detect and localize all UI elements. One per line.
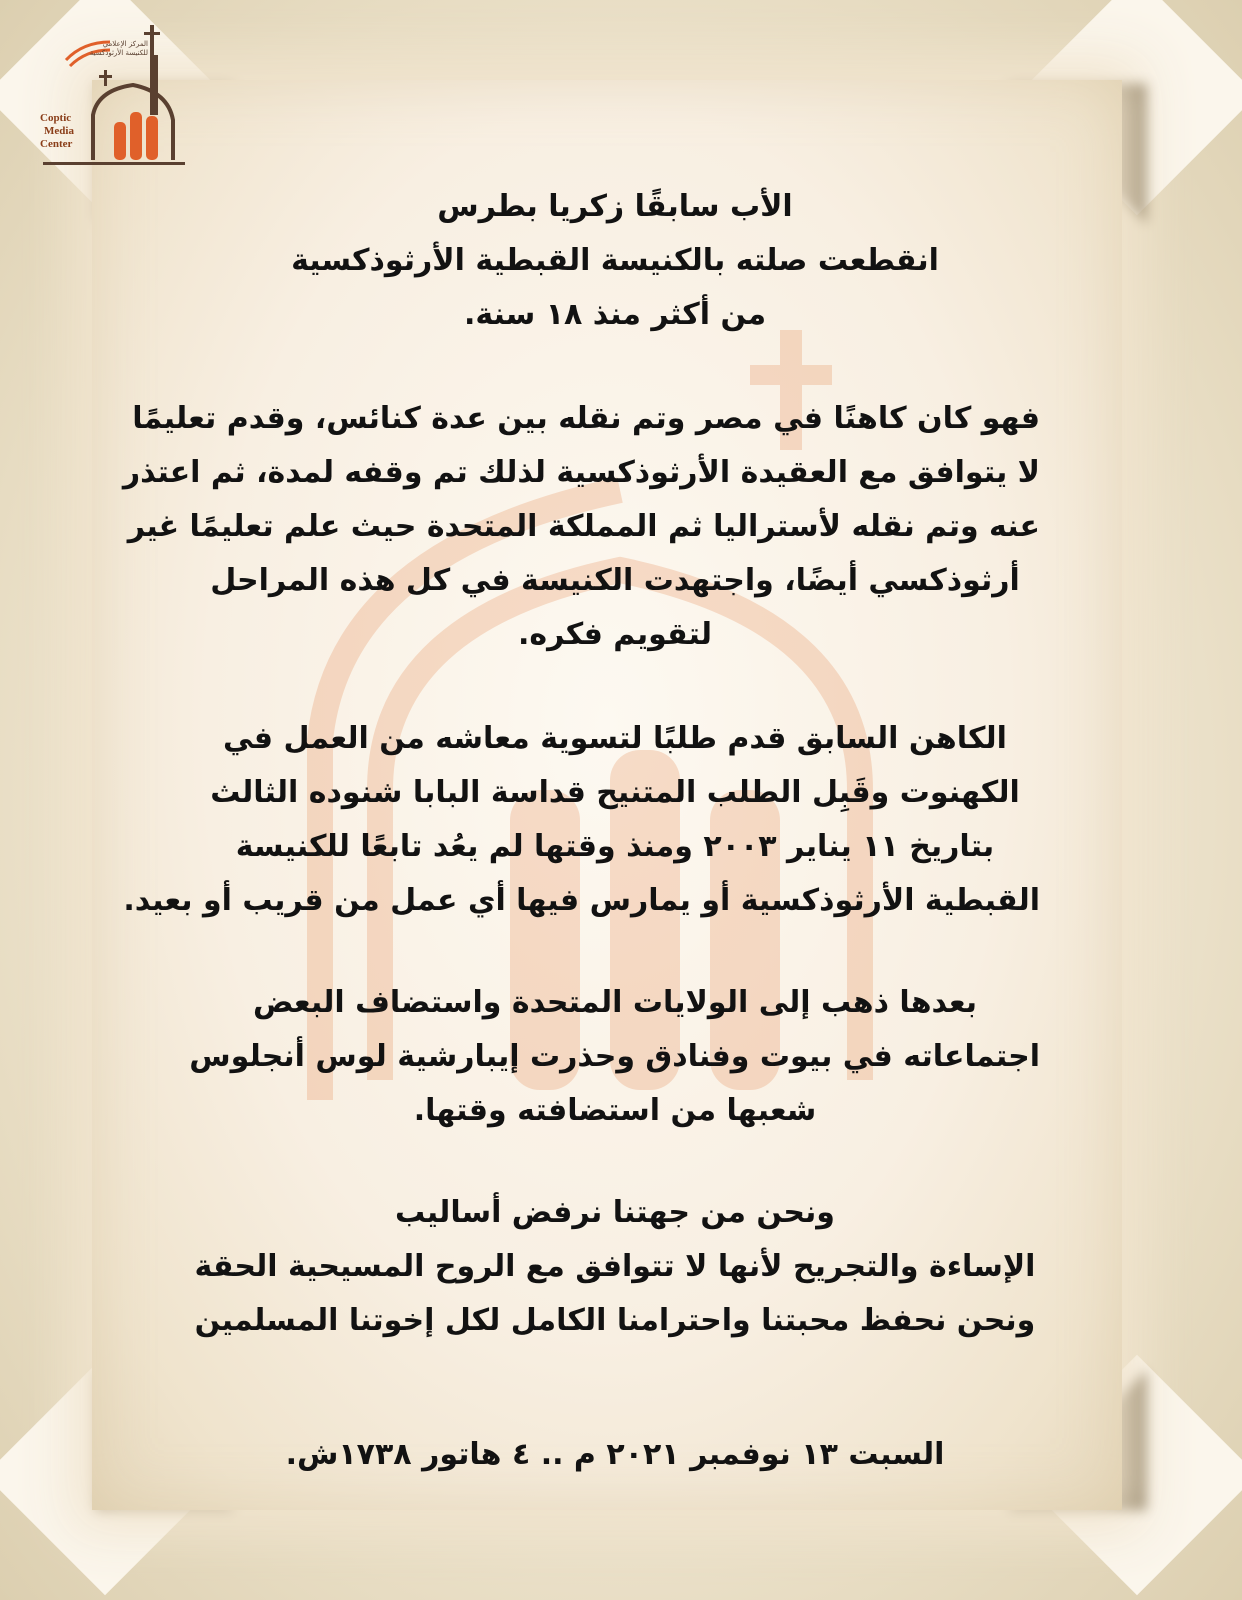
- paragraph-3-line-3: شعبها من استضافته وقتها.: [413, 1093, 817, 1128]
- logo-arabic-line-1: المركز الإعلامي: [102, 40, 148, 48]
- paragraph-1-line-3: عنه وتم نقله لأستراليا ثم المملكة المتحدة حيث علم تعليمًا غير: [127, 509, 1040, 544]
- paragraph-1: [122, 392, 1040, 662]
- heading-block: [190, 180, 1040, 342]
- paragraph-2-line-1: الكاهن السابق قدم طلبًا لتسوية معاشه من العمل في: [223, 721, 1007, 756]
- paragraph-4: [190, 1186, 1040, 1348]
- paragraph-3: [190, 976, 1040, 1138]
- paragraph-2-line-3: بتاريخ ١١ يناير ٢٠٠٣ ومنذ وقتها لم يعُد تابعًا للكنيسة: [235, 829, 995, 864]
- logo-arabic-text: [78, 40, 148, 58]
- logo-arabic-line-2: للكنيسة الأرثوذكسية: [89, 49, 148, 57]
- date-line: السبت ١٣ نوفمبر ٢٠٢١ م .. ٤ هاتور ١٧٣٨ش.: [285, 1437, 945, 1472]
- paragraph-3-line-2: اجتماعاته في بيوت وفنادق وحذرت إيبارشية لوس أنجلوس: [189, 1039, 1040, 1074]
- paragraph-4-line-3: ونحن نحفظ محبتنا واحترامنا الكامل لكل إخوتنا المسلمين: [194, 1303, 1036, 1338]
- paragraph-2-line-4: القبطية الأرثوذكسية أو يمارس فيها أي عمل من قريب أو بعيد.: [123, 883, 1040, 918]
- paragraph-3-line-1: بعدها ذهب إلى الولايات المتحدة واستضاف البعض: [252, 985, 978, 1020]
- logo-word-coptic: Coptic: [40, 112, 72, 124]
- logo-word-center: Center: [40, 138, 73, 150]
- logo-latin-text: [40, 112, 74, 151]
- paragraph-2: [123, 712, 1040, 928]
- heading-line-3: من أكثر منذ ١٨ سنة.: [463, 297, 767, 332]
- statement-body: [122, 180, 1040, 1482]
- paragraph-1-line-5: لتقويم فكره.: [517, 617, 712, 652]
- paragraph-1-line-4: أرثوذكسي أيضًا، واجتهدت الكنيسة في كل هذه المراحل: [210, 563, 1020, 598]
- heading-line-2: انقطعت صلته بالكنيسة القبطية الأرثوذكسية: [291, 243, 939, 278]
- paragraph-1-line-2: لا يتوافق مع العقيدة الأرثوذكسية لذلك تم وقفه لمدة، ثم اعتذر: [122, 455, 1040, 490]
- paragraph-4-line-1: ونحن من جهتنا نرفض أساليب: [395, 1195, 835, 1230]
- paragraph-4-line-2: الإساءة والتجريح لأنها لا تتوافق مع الروح المسيحية الحقة: [194, 1249, 1036, 1284]
- heading-line-1: الأب سابقًا زكريا بطرس: [437, 189, 793, 224]
- paragraph-1-line-1: فهو كان كاهنًا في مصر وتم نقله بين عدة كنائس، وقدم تعليمًا: [132, 401, 1040, 436]
- logo-word-media: Media: [44, 125, 74, 137]
- paragraph-2-line-2: الكهنوت وقَبِل الطلب المتنيح قداسة البابا شنوده الثالث: [210, 775, 1020, 810]
